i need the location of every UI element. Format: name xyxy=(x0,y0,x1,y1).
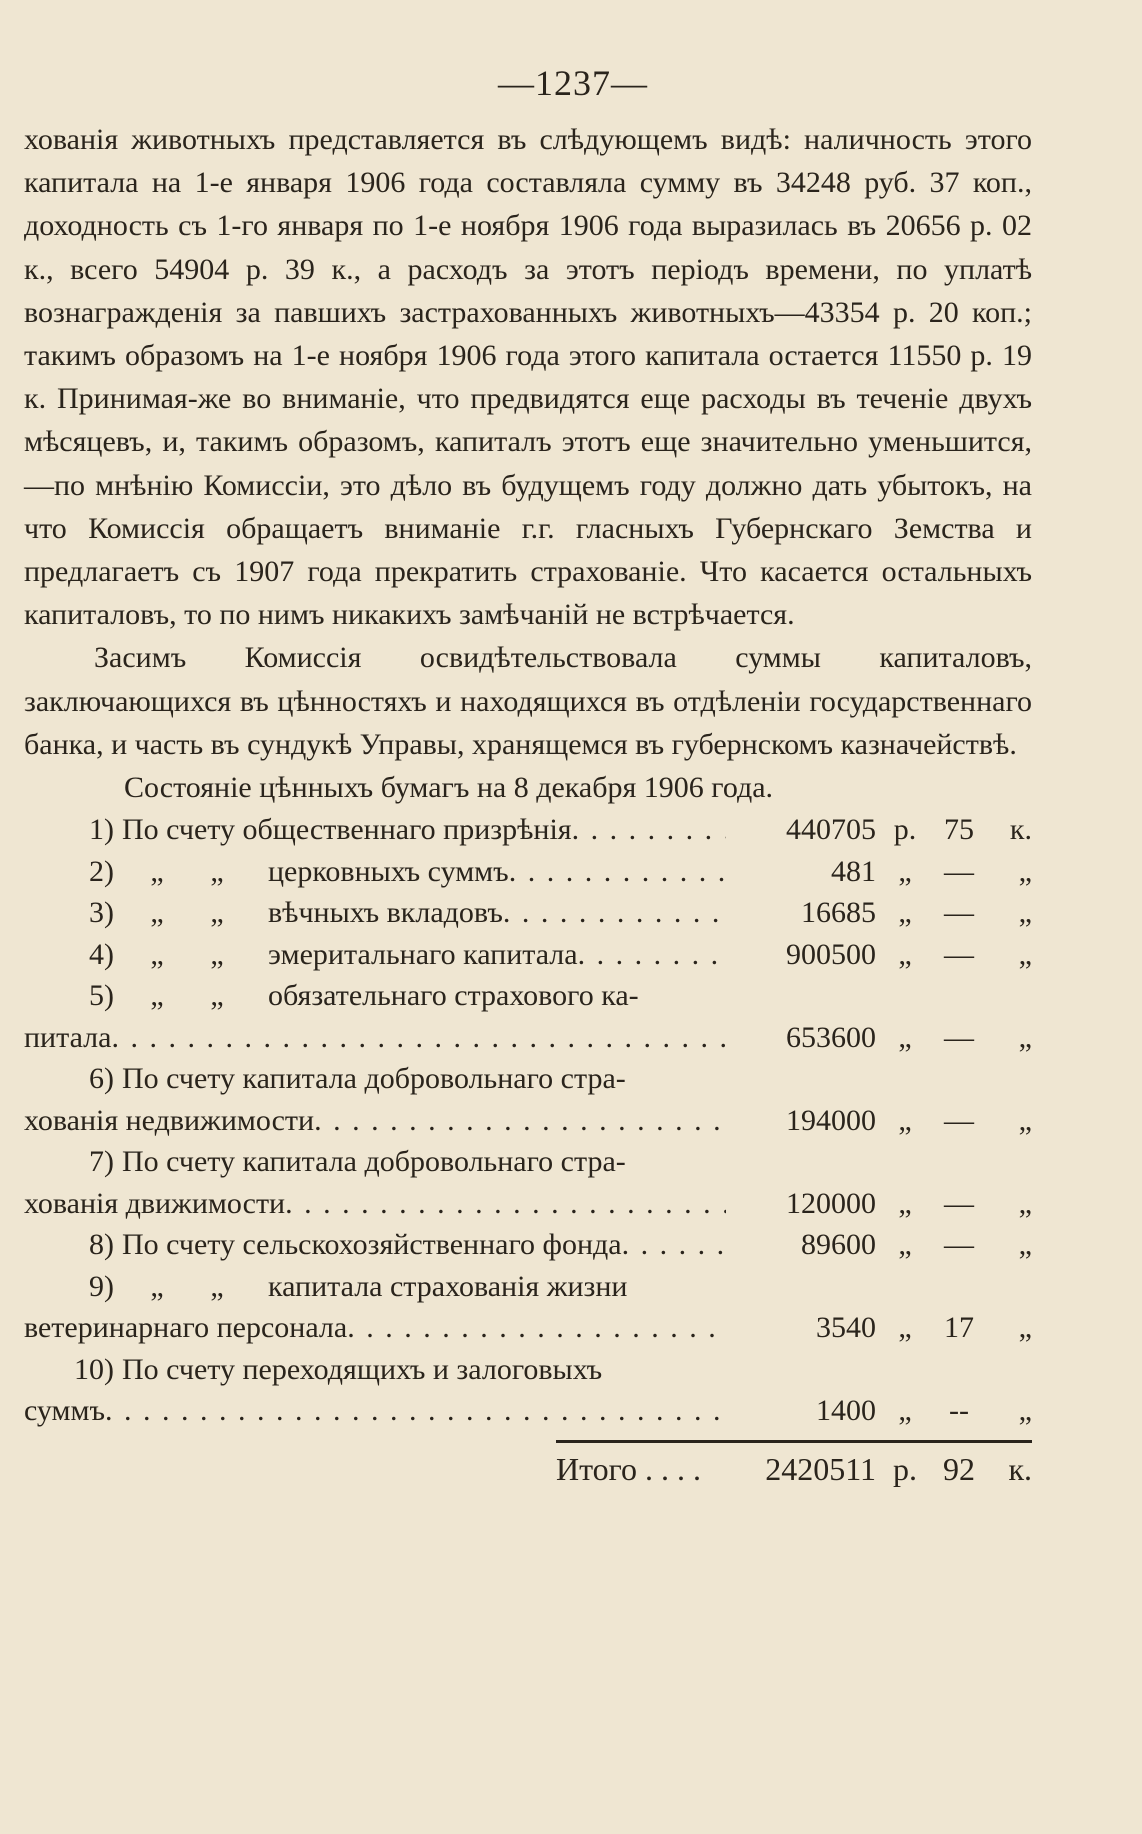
item-label xyxy=(24,1266,1032,1308)
item-rub: „ xyxy=(898,854,912,888)
item-kop: 75 xyxy=(944,813,974,847)
item-number: 3) xyxy=(89,896,114,930)
item-number: 4) xyxy=(89,937,114,971)
table-row xyxy=(24,1349,1032,1391)
item-continuation xyxy=(24,1183,726,1225)
item-continuation xyxy=(24,1017,726,1059)
item-amount: 3540 xyxy=(816,1311,876,1345)
item-amount: 194000 xyxy=(786,1103,876,1137)
item-amount: 120000 xyxy=(786,1186,876,1220)
item-kend: „ xyxy=(1018,1228,1032,1262)
item-number: 9) xyxy=(89,1269,114,1303)
table-row xyxy=(24,1266,1032,1308)
table-row-continuation xyxy=(24,1307,1032,1349)
page-number: —1237— xyxy=(498,63,648,103)
item-kend: „ xyxy=(1018,1020,1032,1054)
item-number: 10) xyxy=(74,1352,114,1386)
ditto-mark: „ xyxy=(150,896,164,930)
item-prefix: По счету xyxy=(122,813,235,847)
item-kop: — xyxy=(944,854,974,888)
item-rub: „ xyxy=(898,1186,912,1220)
item-number: 7) xyxy=(89,1145,114,1179)
item-rub: „ xyxy=(898,1228,912,1262)
item-label xyxy=(24,809,726,851)
total-label: Итого . . . . xyxy=(556,1450,701,1487)
table-heading: Состояніе цѣнныхъ бумагъ на 8 декабря 1906 года. xyxy=(124,771,774,805)
ditto-mark: „ xyxy=(210,896,224,930)
table-row xyxy=(24,1224,1032,1266)
item-continuation-text: хованія движимости xyxy=(24,1186,286,1220)
item-kend: „ xyxy=(1018,937,1032,971)
item-continuation-text: ветеринарнаго персонала xyxy=(24,1311,348,1345)
item-rub: „ xyxy=(898,1311,912,1345)
item-continuation xyxy=(24,1390,726,1432)
table-row xyxy=(24,1058,1032,1100)
item-kop: — xyxy=(944,937,974,971)
item-kend: „ xyxy=(1018,1311,1032,1345)
item-kend: „ xyxy=(1018,1103,1032,1137)
item-text: общественнаго призрѣнія xyxy=(242,813,572,847)
item-text: обязательнаго страхового ка- xyxy=(268,979,639,1013)
item-label xyxy=(24,1141,1032,1183)
item-text: эмеритальнаго капитала xyxy=(268,937,578,971)
item-rub: „ xyxy=(898,1103,912,1137)
item-rub: „ xyxy=(898,937,912,971)
item-kend: „ xyxy=(1018,896,1032,930)
item-text: капитала страхованія жизни xyxy=(268,1269,628,1303)
item-amount: 1400 xyxy=(816,1394,876,1428)
table-row xyxy=(24,851,1032,893)
item-continuation-text: хованія недвижимости xyxy=(24,1103,315,1137)
item-kop: — xyxy=(944,1186,974,1220)
table-row-continuation xyxy=(24,1390,1032,1432)
ditto-mark: „ xyxy=(210,979,224,1013)
table-row xyxy=(24,809,1032,851)
item-number: 6) xyxy=(89,1062,114,1096)
table-row-continuation xyxy=(24,1183,1032,1225)
ditto-mark: „ xyxy=(210,854,224,888)
item-number: 8) xyxy=(89,1228,114,1262)
table-row xyxy=(24,1141,1032,1183)
item-kop: — xyxy=(944,1020,974,1054)
total-rub: р. xyxy=(893,1450,917,1487)
item-kop: — xyxy=(944,1103,974,1137)
item-rub: „ xyxy=(898,1394,912,1428)
ditto-mark: „ xyxy=(210,1269,224,1303)
item-prefix: По счету xyxy=(122,1062,235,1096)
item-prefix: По счету xyxy=(122,1145,235,1179)
item-label xyxy=(24,975,1032,1017)
total-row xyxy=(24,1447,1032,1491)
ditto-mark: „ xyxy=(150,854,164,888)
ditto-mark: „ xyxy=(150,1269,164,1303)
item-amount: 900500 xyxy=(786,937,876,971)
item-continuation-text: питала xyxy=(24,1020,112,1054)
item-continuation xyxy=(24,1100,726,1142)
ditto-mark: „ xyxy=(150,937,164,971)
table-row xyxy=(24,934,1032,976)
item-label xyxy=(24,892,726,934)
item-continuation xyxy=(24,1307,726,1349)
item-rub: „ xyxy=(898,1020,912,1054)
item-text: переходящихъ и залоговыхъ xyxy=(242,1352,603,1386)
item-amount: 16685 xyxy=(801,896,876,930)
total-amount: 2420511 xyxy=(765,1450,876,1487)
item-label xyxy=(24,1224,726,1266)
item-number: 2) xyxy=(89,854,114,888)
item-kop: -- xyxy=(949,1394,969,1428)
item-label xyxy=(24,934,726,976)
item-kop: — xyxy=(944,1228,974,1262)
item-amount: 440705 xyxy=(786,813,876,847)
item-label xyxy=(24,851,726,893)
ditto-mark: „ xyxy=(150,979,164,1013)
item-label xyxy=(24,1349,1032,1391)
item-text: капитала добровольнаго стра- xyxy=(242,1145,626,1179)
item-prefix: По счету xyxy=(122,1228,235,1262)
item-amount: 653600 xyxy=(786,1020,876,1054)
total-kend: к. xyxy=(1008,1450,1032,1487)
item-amount: 481 xyxy=(831,854,876,888)
table-row-continuation xyxy=(24,1017,1032,1059)
item-text: церковныхъ суммъ xyxy=(268,854,509,888)
item-text: капитала добровольнаго стра- xyxy=(242,1062,626,1096)
item-rub: р. xyxy=(893,813,917,847)
item-kend: „ xyxy=(1018,1186,1032,1220)
table-row xyxy=(24,975,1032,1017)
ditto-mark: „ xyxy=(210,937,224,971)
item-kend: „ xyxy=(1018,854,1032,888)
table-row xyxy=(24,892,1032,934)
item-kop: 17 xyxy=(944,1311,974,1345)
item-kend: к. xyxy=(1009,813,1032,847)
item-text: сельскохозяйственнаго фонда xyxy=(242,1228,622,1262)
item-rub: „ xyxy=(898,896,912,930)
item-amount: 89600 xyxy=(801,1228,876,1262)
paragraph-1: хованія животныхъ представляется въ слѣдующемъ видѣ: наличность этого капитала на 1-е января 1906 года составляла сумму въ 34248 руб. 37 коп., доходность съ 1-го января по 1-е ноября 1906 года выразилась въ 20656 р. 02 к., всего 54904 р. 39 к., а расходъ за этотъ періодъ времени, по уплатѣ вознагражденія за павшихъ застрахованныхъ животныхъ—43354 р. 20 коп.; такимъ образомъ на 1-е ноября 1906 года этого капитала остается 11550 р. 19 к. Принимая-же во вниманіе, что предвидятся еще расходы въ теченіе двухъ мѣсяцевъ, и, такимъ образомъ, капиталъ этотъ еще значительно уменьшится,—по мнѣнію Комиссіи, это дѣло въ будущемъ году должно дать убытокъ, на что Комиссія обращаетъ вниманіе г.г. гласныхъ Губернскаго Земства и предлагаетъ съ 1907 года прекратить страхованіе. Что касается остальныхъ капиталовъ, то по нимъ никакихъ замѣчаній не встрѣчается. xyxy=(24,123,1032,632)
securities-table xyxy=(24,809,1032,1432)
item-kop: — xyxy=(944,896,974,930)
item-label xyxy=(24,1058,1032,1100)
total-rule xyxy=(556,1440,1032,1443)
item-number: 5) xyxy=(89,979,114,1013)
item-text: вѣчныхъ вкладовъ xyxy=(268,896,503,930)
item-number: 1) xyxy=(89,813,114,847)
item-continuation-text: суммъ xyxy=(24,1394,106,1428)
item-kend: „ xyxy=(1018,1394,1032,1428)
paragraph-2: Засимъ Комиссія освидѣтельствовала суммы капиталовъ, заключающихся въ цѣнностяхъ и находящихся въ отдѣленіи государственнаго банка, и часть въ сундукѣ Управы, хранящемся въ губернскомъ казначействѣ. xyxy=(24,641,1032,761)
table-row-continuation xyxy=(24,1100,1032,1142)
total-kop: 92 xyxy=(943,1450,975,1487)
item-prefix: По счету xyxy=(122,1352,235,1386)
